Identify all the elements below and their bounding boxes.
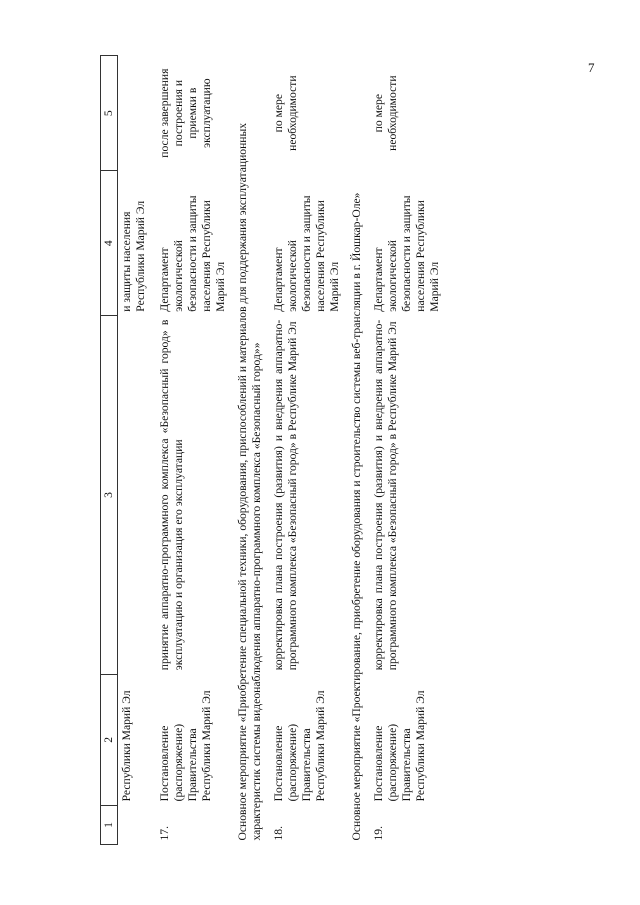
row-number: 19. [372,826,385,841]
header-col-5: 5 [101,56,118,171]
rotated-table-container [100,55,530,845]
row-document: Постановление (распоряжение) Правительства Республики Марий Эл [372,690,427,802]
header-col-1: 1 [101,805,118,844]
table-row [270,56,344,845]
section-row [230,56,270,845]
continuation-executor: и защиты населения Республики Марий Эл [120,200,147,312]
header-col-4: 4 [101,171,118,316]
table-row [370,56,444,845]
section-title: Основное мероприятие «Проектирование, приобретение оборудования и строительство системы веб-трансляции в г. Йошкар-Оле» [350,192,363,841]
row-term: по мере необходимости [372,75,399,151]
table-row [156,56,230,845]
page-number: 7 [588,60,595,75]
row-executor: Департамент экологической безопасности и защиты населения Республики Марий Эл [272,195,341,312]
table-header-row [101,56,118,845]
row-number: 18. [272,826,285,841]
header-col-3: 3 [101,316,118,675]
row-executor: Департамент экологической безопасности и защиты населения Республики Марий Эл [372,195,441,312]
measures-table [100,55,444,845]
row-action: корректировка плана построения (развития) и внедрения аппаратно-программного комплекса «Безопасный город» в Республике Марий Эл [372,319,399,671]
continuation-doc: Республики Марий Эл [120,690,133,802]
row-term: по мере необходимости [272,75,299,151]
continuation-row [118,56,151,845]
header-col-2: 2 [101,674,118,805]
section-title: Основное мероприятие «Приобретение специальной техники, оборудования, приспособлений и материалов для поддержания эксплуатационных характеристик системы видеонаблюдения аппаратно-программного комплекса «Безопасный город»» [236,122,263,841]
row-executor: Департамент экологической безопасности и защиты населения Республики Марий Эл [158,195,227,312]
row-action: корректировка плана построения (развития) и внедрения аппаратно-программного комплекса «Безопасный город» в Республике Марий Эл [272,319,299,671]
row-document: Постановление (распоряжение) Правительства Республики Марий Эл [158,690,213,802]
row-document: Постановление (распоряжение) Правительства Республики Марий Эл [272,690,327,802]
row-number: 17. [158,826,171,841]
row-action: принятие аппаратно-программного комплекса «Безопасный город» в эксплуатацию и организация его эксплуатации [158,319,185,671]
section-row [344,56,370,845]
row-term: после завершения построения и приемки в эксплуатацию [158,68,213,158]
